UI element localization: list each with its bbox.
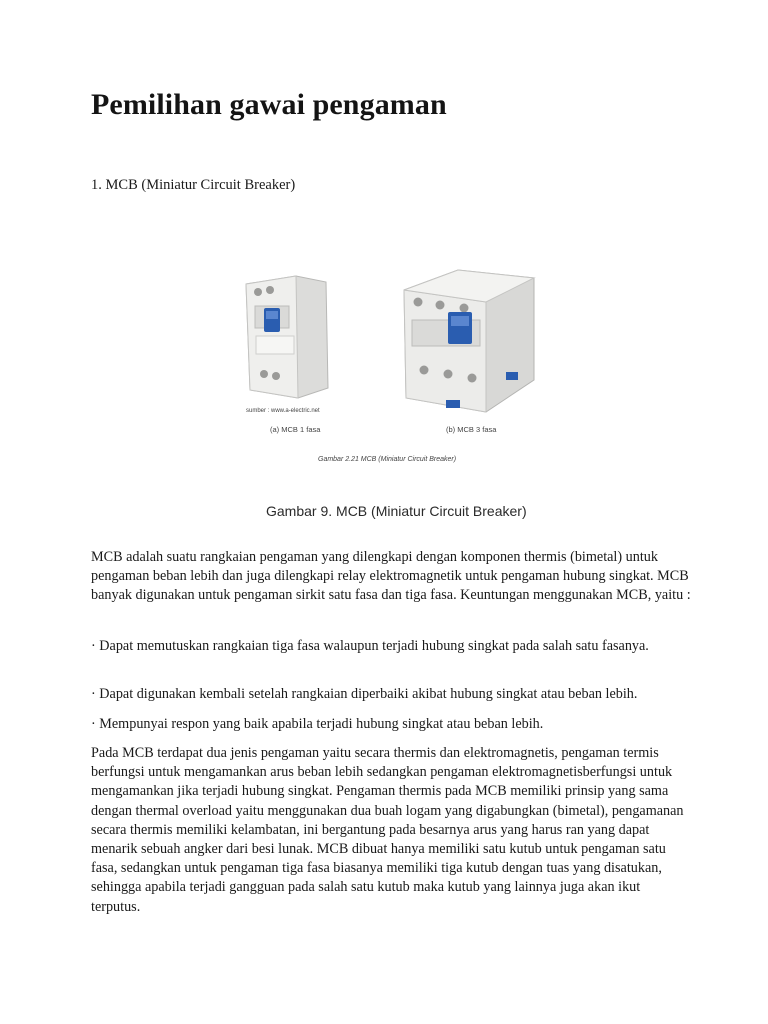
advantage-item: · Mempunyai respon yang baik apabila terjadi hubung singkat atau beban lebih. [91,716,544,732]
section-heading: 1. MCB (Miniatur Circuit Breaker) [91,177,296,193]
detail-paragraph: Pada MCB terdapat dua jenis pengaman yaitu secara thermis dan elektromagnetis, pengaman termis berfungsi untuk mengamankan arus beban lebih sedangkan pengaman elektromagnetisberfungsi untuk mengamankan jika terjadi hubung singkat. Pengaman thermis pada MCB memiliki prinsip yang sama dengan thermal overload yaitu menggunakan dua buah logam yang digabungkan (bimetal), pengamanan secara thermis memiliki kelambatan, ini bergantung pada besarnya arus yang harus ran yang dapat menarik sebuah angker dari besi lunak. MCB dibuat hanya memiliki satu kutub untuk pengaman satu fasa, sedangkan untuk pengaman tiga fasa biasanya memiliki tiga kutub dengan tuas yang disatukan, sehingga apabila terjadi gangguan pada salah satu kutub maka kutub yang lainnya juga akan ikut terputus. [91,745,684,915]
page-title: Pemilihan gawai pengaman [91,88,447,121]
mcb-figure [236,262,536,472]
mcb-illustration [236,262,536,472]
figure-label-b: (b) MCB 3 fasa [446,425,497,434]
figure-label-a: (a) MCB 1 fasa [270,425,321,434]
figure-caption: Gambar 9. MCB (Miniatur Circuit Breaker) [266,503,527,519]
figure-source-text: sumber : www.a-electric.net [246,408,320,414]
mcb-1-fasa-image [246,276,328,414]
advantage-item: · Dapat digunakan kembali setelah rangkaian diperbaiki akibat hubung singkat atau beban lebih. [91,686,638,702]
intro-paragraph: MCB adalah suatu rangkaian pengaman yang dilengkapi dengan komponen thermis (bimetal) untuk pengaman beban lebih dan juga dilengkapi relay elektromagnetik untuk pengaman hubung singkat. MCB banyak digunakan untuk pengaman sirkit satu fasa dan tiga fasa. Keuntungan menggunakan MCB, yaitu : [91,549,691,604]
mcb-3-fasa-image [404,270,534,412]
advantage-item: · Dapat memutuskan rangkaian tiga fasa walaupun terjadi hubung singkat pada salah satu fasanya. [91,638,649,654]
figure-inner-caption: Gambar 2.21 MCB (Miniatur Circuit Breaker) [318,456,457,463]
